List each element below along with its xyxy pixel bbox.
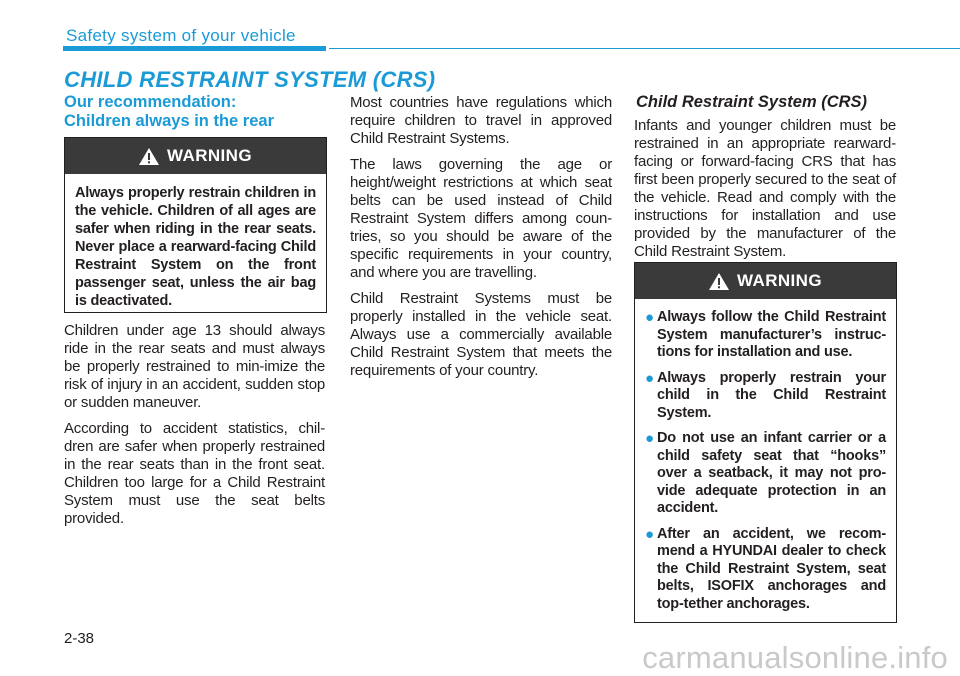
list-item [645,430,886,518]
bullet-text: Do not use an infant carrier or a child safety seat that “hooks” over a seatback, it may not pro-vide adequate protection in an accident. [657,430,886,516]
bullet-icon: ● [645,430,654,447]
list-item [645,370,886,423]
warning-body [635,299,896,627]
paragraph: Most countries have regulations which require children to travel in approved Child Restraint Systems. [350,94,612,147]
crs-heading: Child Restraint System (CRS) [636,93,868,111]
bullet-icon: ● [645,309,654,326]
bullet-text: Always properly restrain your child in the Child Restraint System. [657,369,886,421]
paragraph: Children under age 13 should always ride in the rear seats and must always be properly restrained to min-imize the risk of injury in an accident, sudden stop or sudden maneuver. [64,322,325,411]
left-body [64,322,325,536]
section-rule-thick [63,46,326,51]
section-title: Safety system of your vehicle [66,26,296,45]
page-number: 2-38 [64,630,95,647]
paragraph: The laws governing the age or height/weight restrictions at which seat belts can be used instead of Child Restraint System differs among coun-tries, so you should be aware of the specific requirements in your country, and where you are travelling. [350,156,612,281]
bullet-icon: ● [645,525,654,543]
bullet-text: After an accident, we recom-mend a HYUNDAI dealer to check the Child Restraint System, seat belts, ISOFIX anchorages and top-tether anchorages. [657,525,886,612]
bullet-text: Always follow the Child Restraint System manufacturer’s instruc-tions for installation and use. [657,309,886,360]
subheading-line-2: Children always in the rear [64,112,274,130]
paragraph: Infants and younger children must be restrained in an appropriate rearward-facing or forward-facing CRS that has first been properly secured to the seat of the vehicle. Read and comply with the instructions for installation and use provided by the manufacturer of the Child Restraint System. [634,117,896,260]
middle-body [350,94,612,388]
warning-box-left [64,137,327,313]
paragraph: According to accident statistics, chil-dren are safer when properly restrained in the rear seats than in the front seat. Children too large for a Child Restraint System must use the seat belts provided. [64,420,325,527]
warning-text: Always properly restrain children in the vehicle. Children of all ages are safer when riding in the rear seats. Never place a rearward-facing Child Restraint System on the front passenger seat, unless the air bag is deactivated. [75,185,316,309]
paragraph: Child Restraint Systems must be properly installed in the vehicle seat. Always use a commercially available Child Restraint System that meets the requirements of your country. [350,290,612,379]
warning-header [65,138,326,174]
watermark: carmanualsonline.info [642,640,948,675]
bullet-icon: ● [645,369,654,387]
warning-header [635,263,896,299]
page-title: CHILD RESTRAINT SYSTEM (CRS) [64,67,436,92]
list-item [645,526,886,614]
warning-triangle-icon [709,273,729,290]
list-item [645,309,886,362]
warning-label: WARNING [167,146,252,165]
right-body [634,117,896,269]
section-rule-thin [329,48,960,49]
warning-box-right [634,262,897,623]
warning-triangle-icon [139,148,159,165]
warning-bullets [645,309,886,613]
subheading-line-1: Our recommendation: [64,93,237,111]
warning-label: WARNING [737,271,822,290]
subheading [64,93,326,131]
